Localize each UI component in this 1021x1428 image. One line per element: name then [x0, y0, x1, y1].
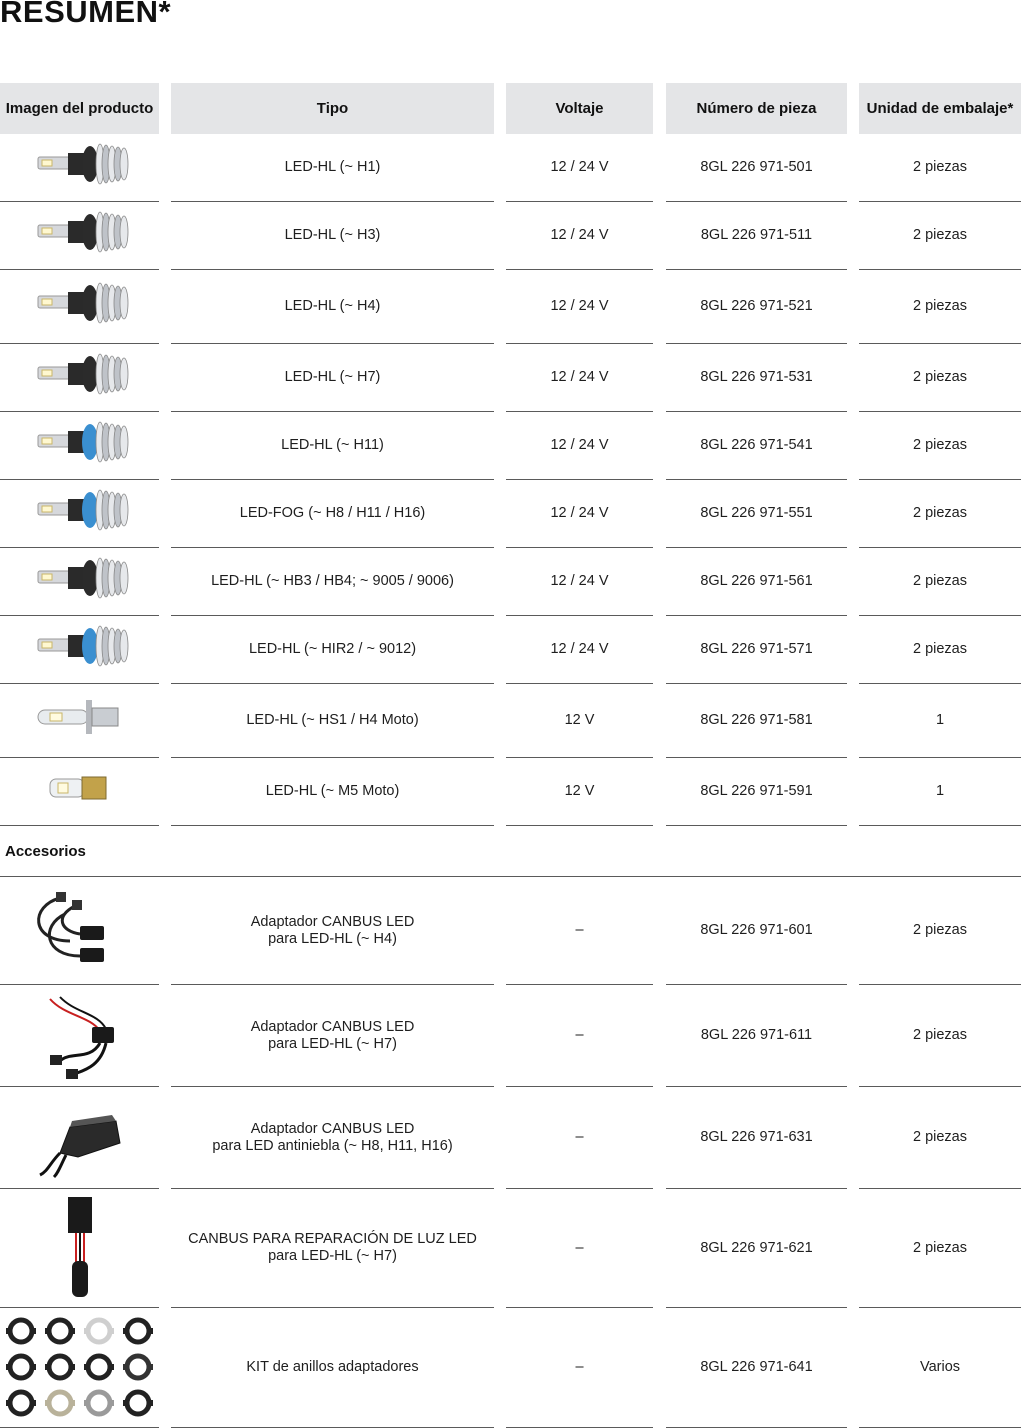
tipo-line: para LED-HL (~ H4) [268, 930, 397, 947]
voltaje-cell-text: – [575, 1129, 584, 1145]
numero-cell-text: 8GL 226 971-551 [700, 505, 813, 521]
unidad-cell-text: 2 piezas [912, 369, 967, 385]
voltaje-cell-text: 12 / 24 V [550, 437, 609, 453]
section-accesorios [0, 826, 1021, 877]
unidad-cell-text: Varios [919, 1359, 961, 1375]
led-bulb-icon [20, 201, 140, 271]
numero-cell [666, 684, 847, 758]
numero-cell-text: 8GL 226 971-511 [700, 227, 813, 243]
voltaje-cell [506, 270, 653, 344]
numero-cell [666, 270, 847, 344]
tipo-line: CANBUS PARA REPARACIÓN DE LUZ LED [188, 1231, 477, 1247]
numero-cell [666, 877, 847, 985]
voltaje-cell-text: 12 / 24 V [550, 159, 609, 175]
table-row [0, 684, 1021, 758]
tipo-cell-text: LED-HL (~ HIR2 / ~ 9012) [248, 641, 417, 657]
unidad-cell [859, 480, 1021, 548]
table-row [0, 548, 1021, 616]
section-label: Accesorios [5, 842, 86, 860]
canbus-box-icon [20, 1093, 140, 1183]
unidad-cell [859, 202, 1021, 270]
tipo-line: Adaptador CANBUS LED [250, 913, 415, 930]
numero-cell [666, 985, 847, 1087]
product-image-cell [0, 412, 159, 480]
header-unidad: Unidad de embalaje* [859, 83, 1021, 134]
unidad-cell [859, 412, 1021, 480]
numero-cell [666, 1087, 847, 1189]
voltaje-cell [506, 480, 653, 548]
table-row [0, 1308, 1021, 1428]
tipo-line: Adaptador CANBUS LED [250, 1120, 415, 1137]
tipo-cell [171, 985, 494, 1087]
tipo-cell-text: LED-HL (~ HB3 / HB4; ~ 9005 / 9006) [211, 573, 454, 589]
tipo-cell [171, 270, 494, 344]
table-row [0, 877, 1021, 985]
canbus-harness-icon [20, 886, 140, 976]
table-row [0, 616, 1021, 684]
tipo-cell [171, 1189, 494, 1308]
unidad-cell [859, 1308, 1021, 1428]
canbus-repair-icon [20, 1193, 140, 1303]
voltaje-cell-text: – [575, 1359, 584, 1375]
tipo-line: para LED antiniebla (~ H8, H11, H16) [212, 1137, 453, 1154]
voltaje-cell-text: – [575, 922, 584, 938]
moto-led-small-icon [20, 757, 140, 827]
voltaje-cell-text: 12 / 24 V [550, 298, 609, 314]
tipo-cell [171, 1087, 494, 1189]
unidad-cell-text: 2 piezas [912, 227, 967, 243]
voltaje-cell-text: – [575, 1027, 584, 1043]
led-bulb-icon [20, 547, 140, 617]
led-bulb-icon [20, 133, 140, 203]
numero-cell-text: 8GL 226 971-521 [700, 298, 813, 314]
voltaje-cell [506, 1189, 653, 1308]
header-voltaje: Voltaje [506, 83, 653, 134]
voltaje-cell-text: 12 / 24 V [550, 227, 609, 243]
unidad-cell [859, 877, 1021, 985]
voltaje-cell [506, 616, 653, 684]
tipo-cell-text: LED-HL (~ H4) [284, 298, 381, 314]
unidad-cell-text: 1 [935, 783, 945, 799]
unidad-cell [859, 134, 1021, 202]
header-image: Imagen del producto [0, 83, 159, 134]
tipo-cell-text: LED-HL (~ H7) [284, 369, 381, 385]
tipo-line: KIT de anillos adaptadores [246, 1359, 419, 1375]
numero-cell [666, 1308, 847, 1428]
unidad-cell [859, 985, 1021, 1087]
voltaje-cell [506, 548, 653, 616]
numero-cell-text: 8GL 226 971-501 [700, 159, 813, 175]
voltaje-cell-text: 12 / 24 V [550, 505, 609, 521]
unidad-cell [859, 344, 1021, 412]
numero-cell [666, 1189, 847, 1308]
voltaje-cell [506, 877, 653, 985]
table-row [0, 134, 1021, 202]
voltaje-cell [506, 412, 653, 480]
table-row [0, 270, 1021, 344]
led-bulb-blue-icon [20, 615, 140, 685]
unidad-cell-text: 2 piezas [912, 1239, 967, 1256]
voltaje-cell [506, 1308, 653, 1428]
tipo-cell [171, 616, 494, 684]
voltaje-cell-text: 12 / 24 V [550, 573, 609, 589]
table-row [0, 344, 1021, 412]
table-row [0, 1189, 1021, 1308]
unidad-cell [859, 616, 1021, 684]
tipo-cell [171, 548, 494, 616]
voltaje-cell [506, 758, 653, 826]
numero-cell-text: 8GL 226 971-541 [700, 437, 813, 453]
moto-led-bulb-icon [20, 686, 140, 756]
tipo-cell-text: LED-FOG (~ H8 / H11 / H16) [239, 505, 426, 521]
unidad-cell-text: 2 piezas [912, 1027, 967, 1043]
product-image-cell [0, 758, 159, 826]
numero-cell [666, 758, 847, 826]
tipo-cell-text: LED-HL (~ M5 Moto) [265, 783, 400, 799]
unidad-cell-text: 2 piezas [912, 298, 967, 314]
product-image-cell [0, 480, 159, 548]
tipo-line: para LED-HL (~ H7) [268, 1248, 397, 1264]
product-image-cell [0, 1308, 159, 1428]
numero-cell-text: 8GL 226 971-631 [700, 1129, 813, 1145]
table-row [0, 985, 1021, 1087]
led-bulb-blue-icon [20, 479, 140, 549]
unidad-cell-text: 1 [935, 712, 945, 728]
unidad-cell [859, 1189, 1021, 1308]
tipo-line: para LED-HL (~ H7) [268, 1035, 397, 1052]
product-image-cell [0, 1189, 159, 1308]
product-image-cell [0, 134, 159, 202]
adapter-rings-icon [5, 1313, 155, 1423]
led-bulb-icon [20, 343, 140, 413]
voltaje-cell [506, 134, 653, 202]
tipo-cell-text: LED-HL (~ H3) [284, 227, 381, 243]
tipo-line: Adaptador CANBUS LED [250, 1018, 415, 1035]
tipo-cell [171, 684, 494, 758]
table-row [0, 480, 1021, 548]
numero-cell [666, 548, 847, 616]
product-image-cell [0, 548, 159, 616]
numero-cell-text: 8GL 226 971-611 [700, 1027, 813, 1043]
unidad-cell-text: 2 piezas [912, 1129, 967, 1145]
unidad-cell-text: 2 piezas [912, 437, 967, 453]
unidad-cell-text: 2 piezas [912, 573, 967, 589]
tipo-cell [171, 877, 494, 985]
numero-cell-text: 8GL 226 971-641 [700, 1359, 813, 1375]
led-bulb-icon [20, 272, 140, 342]
table-row [0, 202, 1021, 270]
unidad-cell-text: 2 piezas [912, 922, 967, 938]
numero-cell [666, 480, 847, 548]
table-row [0, 412, 1021, 480]
tipo-cell-text: LED-HL (~ H11) [281, 437, 384, 453]
voltaje-cell-text: 12 / 24 V [550, 369, 609, 385]
tipo-cell [171, 758, 494, 826]
numero-cell-text: 8GL 226 971-591 [700, 783, 813, 799]
unidad-cell-text: 2 piezas [912, 641, 967, 657]
voltaje-cell [506, 684, 653, 758]
tipo-cell [171, 412, 494, 480]
numero-cell [666, 134, 847, 202]
voltaje-cell-text: – [575, 1239, 584, 1256]
unidad-cell [859, 684, 1021, 758]
tipo-cell-text: LED-HL (~ H1) [284, 159, 381, 175]
tipo-cell [171, 1308, 494, 1428]
tipo-cell [171, 202, 494, 270]
numero-cell-text: 8GL 226 971-621 [700, 1239, 813, 1256]
unidad-cell [859, 270, 1021, 344]
numero-cell-text: 8GL 226 971-601 [700, 922, 813, 938]
product-image-cell [0, 202, 159, 270]
unidad-cell-text: 2 piezas [912, 505, 967, 521]
numero-cell-text: 8GL 226 971-581 [700, 712, 813, 728]
voltaje-cell [506, 985, 653, 1087]
voltaje-cell-text: 12 V [564, 783, 595, 799]
tipo-cell [171, 480, 494, 548]
voltaje-cell [506, 202, 653, 270]
voltaje-cell [506, 344, 653, 412]
product-image-cell [0, 1087, 159, 1189]
tipo-cell [171, 134, 494, 202]
product-image-cell [0, 985, 159, 1087]
unidad-cell [859, 758, 1021, 826]
product-image-cell [0, 344, 159, 412]
numero-cell-text: 8GL 226 971-531 [700, 369, 813, 385]
product-image-cell [0, 270, 159, 344]
unidad-cell [859, 548, 1021, 616]
unidad-cell [859, 1087, 1021, 1189]
unidad-cell-text: 2 piezas [912, 159, 967, 175]
tipo-cell [171, 344, 494, 412]
numero-cell [666, 202, 847, 270]
voltaje-cell-text: 12 V [564, 712, 595, 728]
numero-cell-text: 8GL 226 971-561 [700, 573, 813, 589]
product-image-cell [0, 684, 159, 758]
numero-cell [666, 616, 847, 684]
numero-cell-text: 8GL 226 971-571 [700, 641, 813, 657]
led-bulb-blue-icon [20, 411, 140, 481]
tipo-cell-text: LED-HL (~ HS1 / H4 Moto) [246, 712, 419, 728]
header-tipo: Tipo [171, 83, 494, 134]
header-numero: Número de pieza [666, 83, 847, 134]
voltaje-cell [506, 1087, 653, 1189]
product-image-cell [0, 877, 159, 985]
page-title: RESUMEN* [0, 0, 172, 29]
canbus-cable-icon [20, 991, 140, 1081]
numero-cell [666, 412, 847, 480]
table-row [0, 758, 1021, 826]
voltaje-cell-text: 12 / 24 V [550, 641, 609, 657]
table-row [0, 1087, 1021, 1189]
numero-cell [666, 344, 847, 412]
product-image-cell [0, 616, 159, 684]
